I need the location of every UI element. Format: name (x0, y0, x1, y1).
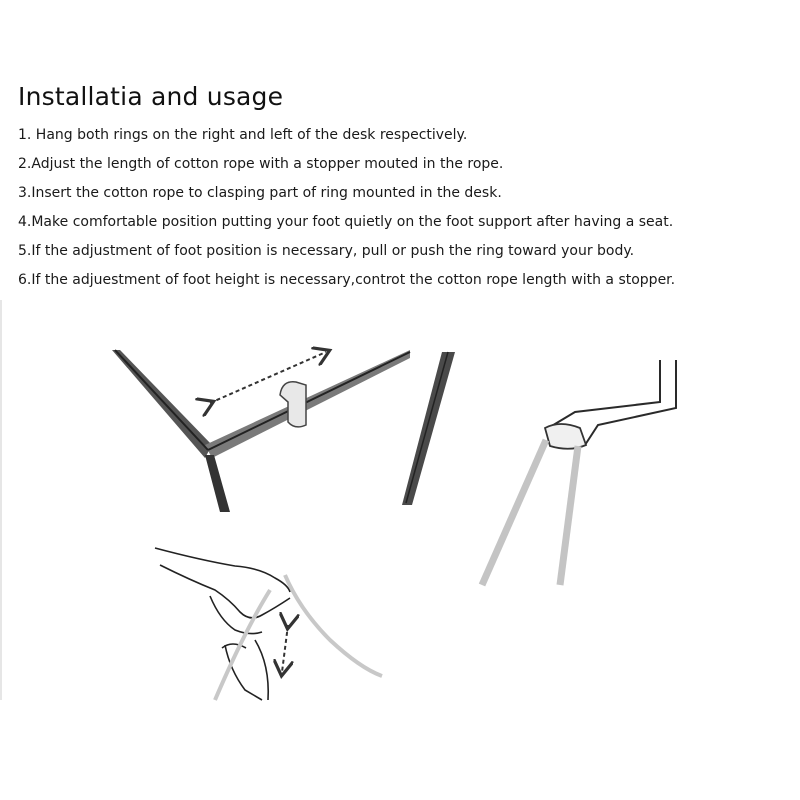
desk-leg-right-outline (406, 352, 448, 503)
hook-front-outline (585, 360, 676, 445)
slide-direction-arrow (210, 352, 326, 403)
rope-strand-left (482, 440, 546, 585)
instruction-step-3: 3.Insert the cotton rope to clasping part of ring mounted in the desk. (18, 185, 502, 201)
desk-leg-right (402, 352, 455, 505)
desk-corner-illustration (112, 350, 455, 512)
rope-loop (545, 424, 586, 449)
hook-back-outline (545, 360, 660, 430)
instruction-list (18, 124, 788, 298)
desk-leg-front (205, 455, 230, 512)
desk-edge-outline-2 (208, 352, 410, 450)
instruction-step-5: 5.If the adjustment of foot position is necessary, pull or push the ring toward your body. (18, 243, 635, 259)
hook-rope-illustration (482, 360, 676, 585)
hand-top-outline (155, 548, 290, 592)
rope-strand-hand-2 (215, 590, 270, 700)
desk-edge-outline (115, 350, 208, 450)
rope-strand-right (560, 446, 578, 585)
rope-strand-hand (285, 575, 382, 676)
instruction-step-6: 6.If the adjuestment of foot height is necessary,controt the cotton rope length with a stopper. (18, 272, 676, 288)
hand-adjust-illustration (155, 548, 382, 700)
second-hand-outline (225, 645, 262, 700)
pull-direction-arrow (282, 625, 288, 672)
second-hand-finger (255, 640, 268, 700)
page-title: Installatia and usage (18, 82, 284, 111)
instruction-step-4: 4.Make comfortable position putting your foot quietly on the foot support after having a seat. (18, 214, 674, 230)
instruction-step-1: 1. Hang both rings on the right and left of the desk respectively. (18, 127, 468, 143)
instruction-step-2: 2.Adjust the length of cotton rope with a stopper mouted in the rope. (18, 156, 504, 172)
illustration-panel (0, 330, 800, 710)
desk-left-edge (112, 350, 212, 458)
